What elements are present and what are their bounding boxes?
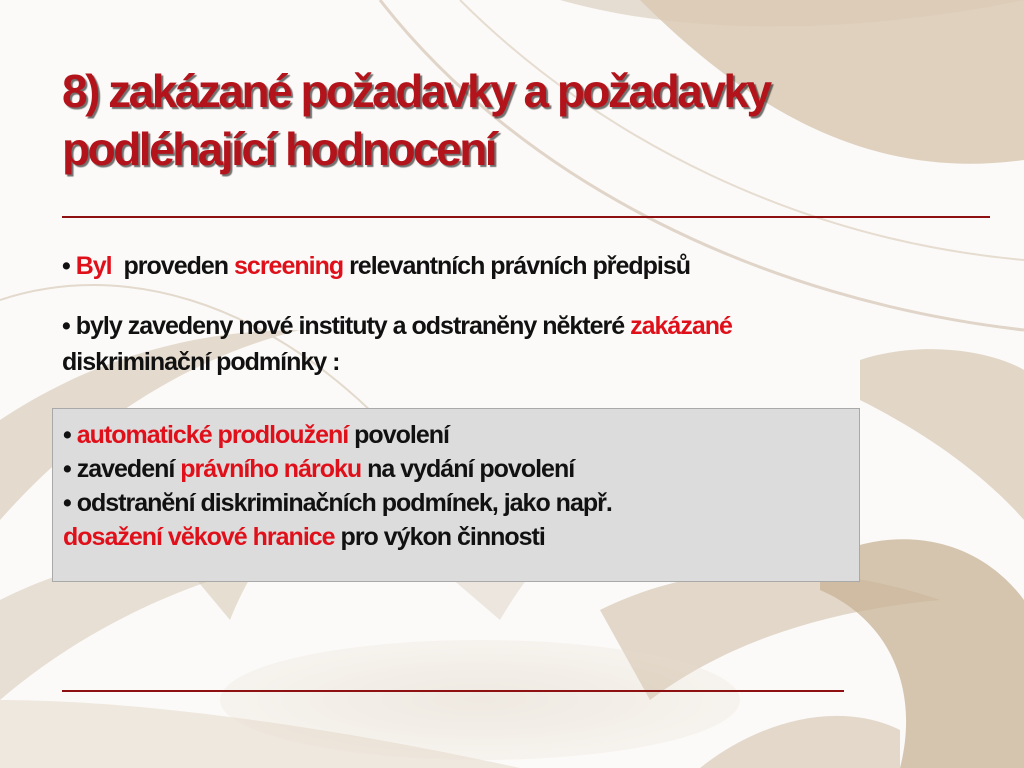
bullet1-text: proveden [123, 252, 229, 280]
bullet2-text-end: diskriminační podmínky : [62, 348, 340, 376]
bullet1-lead: Byl [75, 252, 112, 280]
box-line2-text-end: na vydání povolení [367, 455, 575, 483]
bullet-marker: • [63, 421, 71, 449]
bullet-marker: • [62, 252, 70, 280]
box-line2-text: zavedení [76, 455, 175, 483]
slide-title: 8) zakázané požadavky a požadavky podléhající hodnocení [62, 65, 770, 175]
title-divider [62, 216, 990, 218]
bullet1-text-end: relevantních právních předpisů [349, 252, 691, 280]
bullet-marker: • [63, 455, 71, 483]
bullet2-text: byly zavedeny nové instituty a odstranĕny nĕkteré [75, 312, 625, 340]
box-line4-text: pro výkon činnosti [340, 523, 545, 551]
bullet-marker: • [62, 312, 70, 340]
bullet-item-institutes [62, 308, 942, 380]
box-line-1 [63, 418, 859, 452]
box-line-2 [63, 452, 859, 486]
box-line-3 [63, 486, 859, 520]
bullet2-highlight: zakázané [630, 312, 732, 340]
highlight-box [52, 408, 860, 582]
box-line3-text: odstranĕní diskriminačních podmínek, jako např. [76, 489, 612, 517]
bottom-divider [62, 690, 844, 692]
bullet1-highlight: screening [234, 252, 344, 280]
box-line1-highlight: automatické prodloužení [76, 421, 349, 449]
bullet-marker: • [63, 489, 71, 517]
box-line-4 [63, 520, 859, 554]
bullet-item-screening [62, 248, 690, 284]
box-line2-highlight: právního nároku [180, 455, 362, 483]
box-line1-text: povolení [354, 421, 449, 449]
box-line4-highlight: dosažení vĕkové hranice [63, 523, 335, 551]
